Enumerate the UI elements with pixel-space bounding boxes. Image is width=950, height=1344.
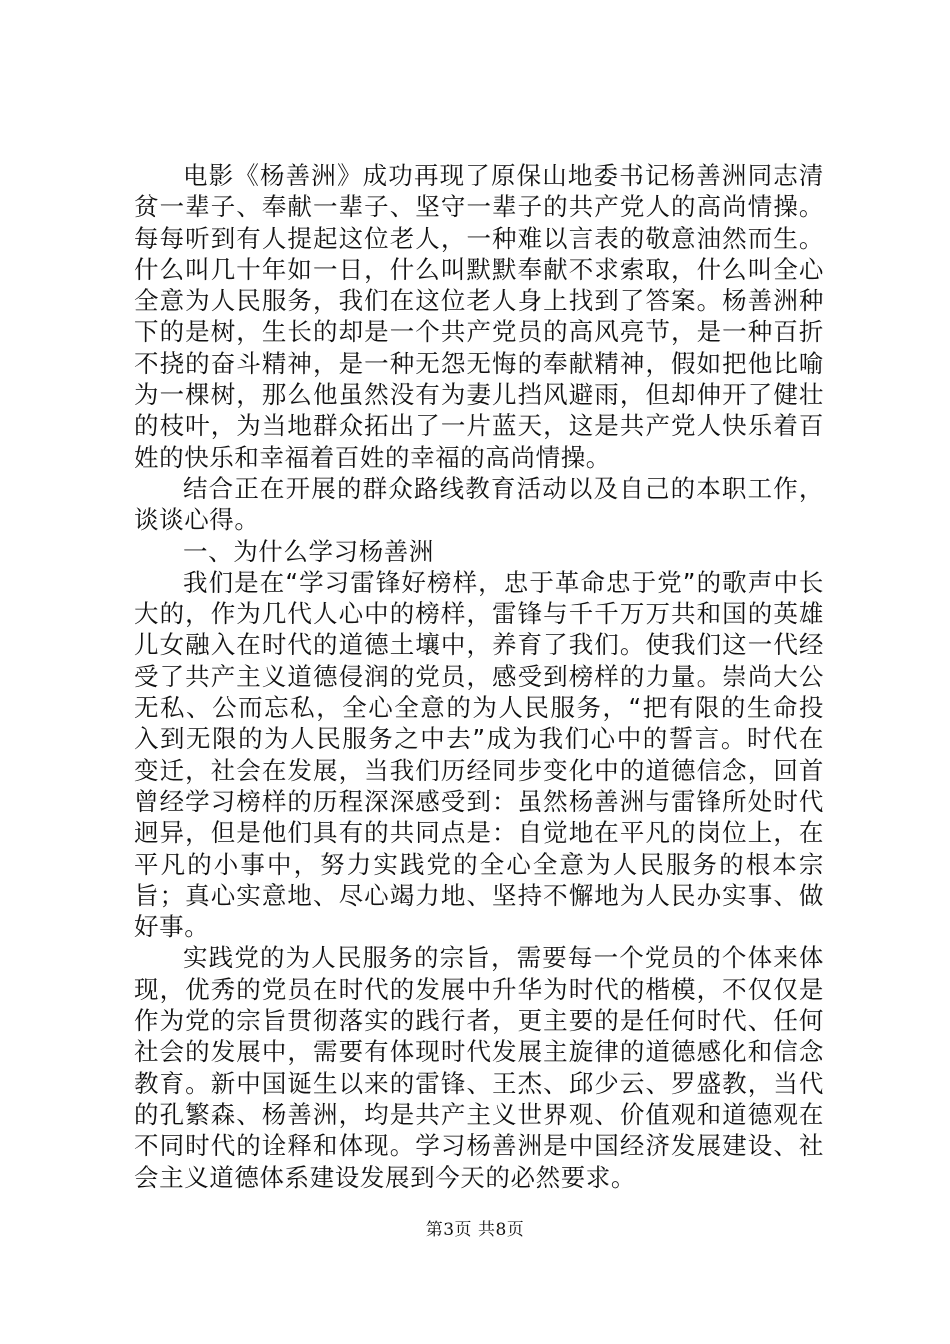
document-body bbox=[134, 160, 824, 1193]
page-number-footer: 第3页 共8页 bbox=[425, 1220, 525, 1240]
paragraph-topic: 结合正在开展的群众路线教育活动以及自己的本职工作，谈谈心得。 bbox=[134, 473, 824, 535]
paragraph-practice: 实践党的为人民服务的宗旨，需要每一个党员的个体来体现，优秀的党员在时代的发展中升华为时代的楷模，不仅仅是作为党的宗旨贯彻落实的践行者，更主要的是任何时代、任何社会的发展中，需要有体现时代发展主旋律的道德感化和信念教育。新中国诞生以来的雷锋、王杰、邱少云、罗盛教，当代的孔繁森、杨善洲，均是共产主义世界观、价值观和道德观在不同时代的诠释和体现。学习杨善洲是中国经济发展建设、社会主义道德体系建设发展到今天的必然要求。 bbox=[134, 943, 824, 1192]
section-heading: 一、为什么学习杨善洲 bbox=[183, 536, 434, 566]
paragraph-leifeng: 我们是在“学习雷锋好榜样，忠于革命忠于党”的歌声中长大的，作为几代人心中的榜样，雷锋与千千万万共和国的英雄儿女融入在时代的道德土壤中，养育了我们。使我们这一代经受了共产主义道德侵润的党员，感受到榜样的力量。崇尚大公无私、公而忘私，全心全意的为人民服务，“把有限的生命投入到无限的为人民服务之中去”成为我们心中的誓言。时代在变迁，社会在发展，当我们历经同步变化中的道德信念，回首曾经学习榜样的历程深深感受到：虽然杨善洲与雷锋所处时代迥异，但是他们具有的共同点是：自觉地在平凡的岗位上，在平凡的小事中，努力实践党的全心全意为人民服务的根本宗旨；真心实意地、尽心竭力地、坚持不懈地为人民办实事、做好事。 bbox=[134, 567, 824, 942]
paragraph-film-intro: 电影《杨善洲》成功再现了原保山地委书记杨善洲同志清贫一辈子、奉献一辈子、坚守一辈子的共产党人的高尚情操。每每听到有人提起这位老人，一种难以言表的敬意油然而生。什么叫几十年如一日，什么叫默默奉献不求索取，什么叫全心全意为人民服务，我们在这位老人身上找到了答案。杨善洲种下的是树，生长的却是一个共产党员的高风亮节，是一种百折不挠的奋斗精神，是一种无怨无悔的奉献精神，假如把他比喻为一棵树，那么他虽然没有为妻儿挡风避雨，但却伸开了健壮的枝叶，为当地群众拓出了一片蓝天，这是共产党人快乐着百姓的快乐和幸福着百姓的幸福的高尚情操。 bbox=[134, 161, 824, 472]
